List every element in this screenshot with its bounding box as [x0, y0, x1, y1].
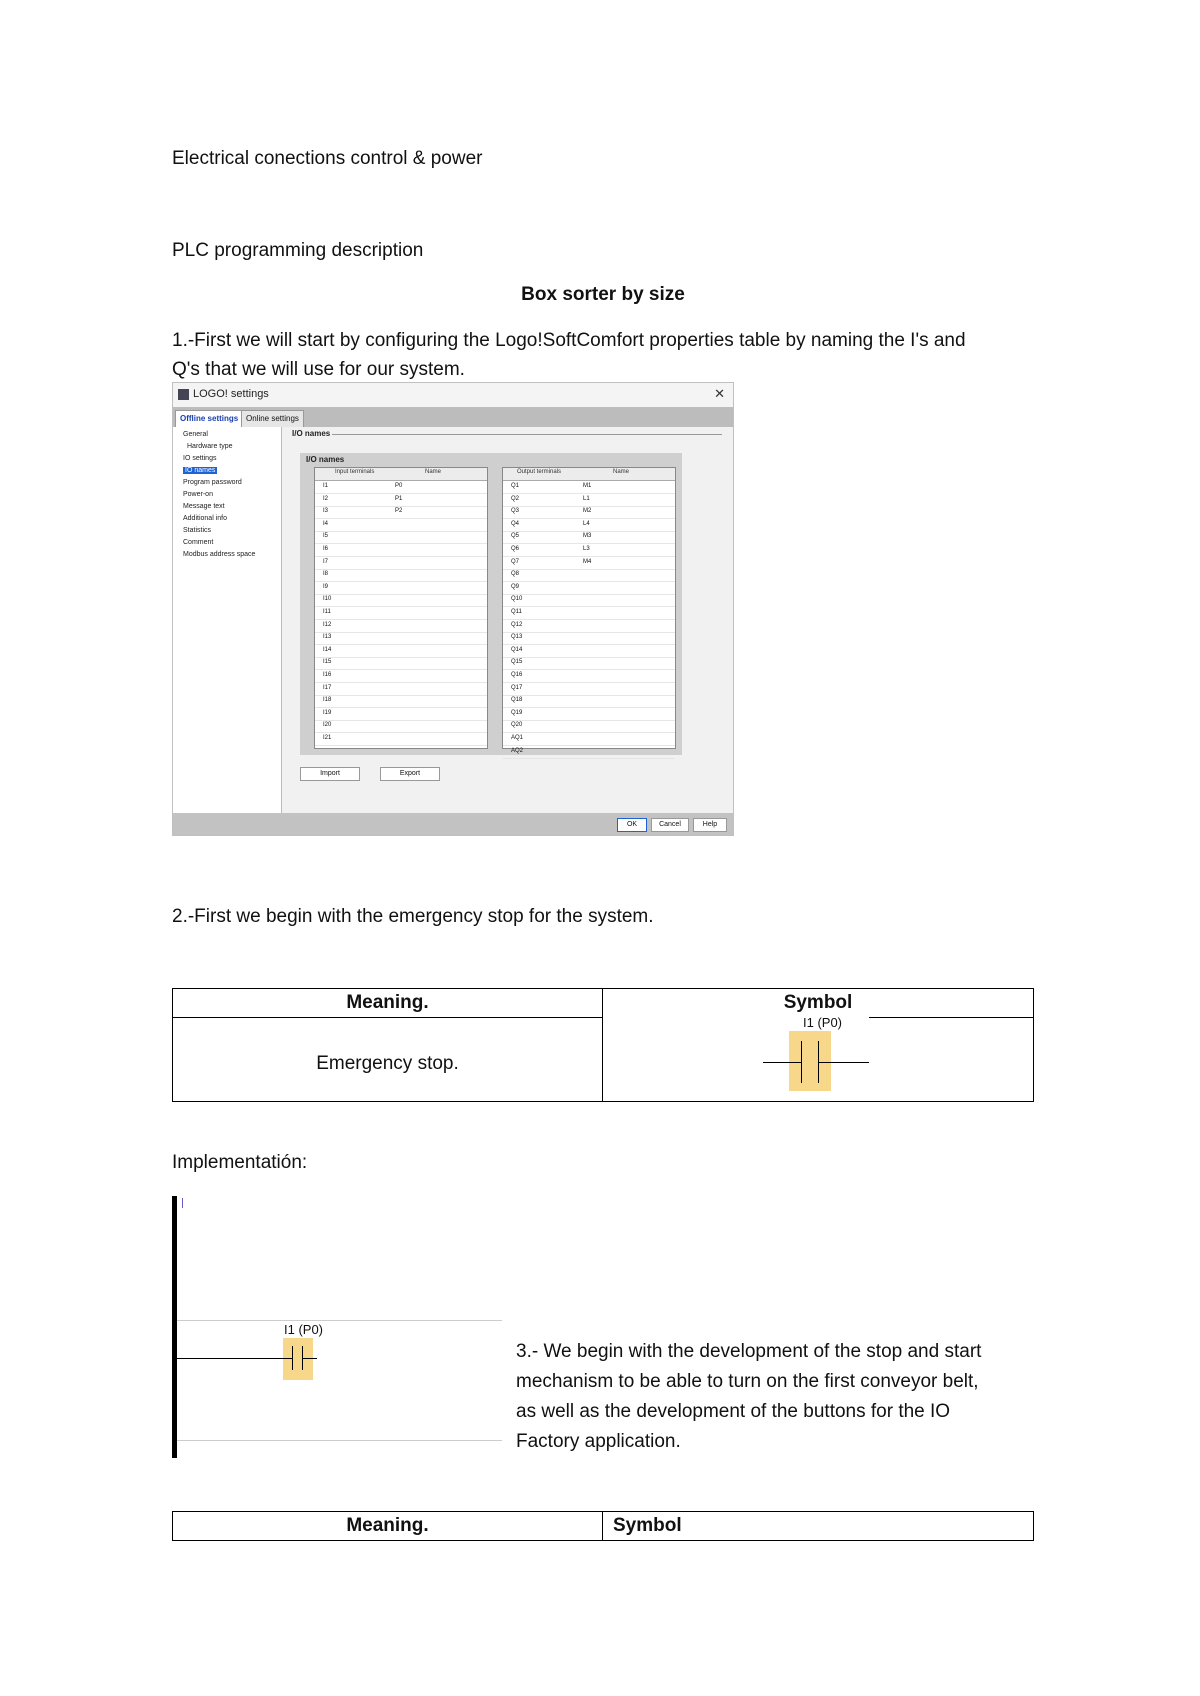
terminal-cell: Q5 [511, 533, 520, 540]
terminal-cell: I10 [323, 596, 332, 603]
table-row [503, 531, 675, 544]
ok-button: OK [617, 818, 647, 832]
table-row [315, 657, 487, 670]
terminal-cell: Q19 [511, 709, 523, 716]
terminal-cell: I7 [323, 558, 329, 565]
table-row [503, 506, 675, 519]
input-names-table [314, 467, 488, 749]
table1-header-meaning: Meaning. [346, 992, 429, 1013]
terminal-cell: I2 [323, 495, 329, 502]
table-row [503, 582, 675, 595]
terminal-cell: Q14 [511, 646, 523, 653]
step3-line4: Factory application. [516, 1431, 681, 1452]
ladder-contact-i1 [177, 1322, 324, 1382]
symbol-table-2 [172, 1511, 1034, 1541]
name-cell: M1 [583, 483, 592, 489]
screenshot-titlebar [173, 383, 733, 407]
terminal-cell: I3 [323, 508, 329, 515]
doc-heading-1: Electrical conections control & power [172, 148, 483, 169]
nav-item: Additional info [183, 515, 227, 522]
table-row [315, 683, 487, 696]
terminal-cell: I6 [323, 546, 329, 552]
table-row [315, 582, 487, 595]
input-col-header: Input terminals [335, 469, 375, 475]
terminal-cell: I14 [323, 646, 332, 653]
terminal-cell: I18 [323, 697, 332, 704]
name-cell: L3 [583, 546, 590, 552]
table-row [503, 481, 675, 494]
nav-item: Modbus address space [183, 551, 256, 558]
name-cell: M3 [583, 533, 592, 540]
nav-item: Statistics [183, 527, 212, 534]
terminal-cell: Q11 [511, 609, 522, 615]
tab-online-settings: Online settings [241, 410, 304, 428]
table1-header-symbol: Symbol [783, 992, 853, 1013]
table-row [503, 645, 675, 658]
terminal-cell: Q7 [511, 558, 520, 565]
nav-item: Hardware type [187, 443, 233, 450]
name-cell: L1 [583, 495, 590, 502]
table-row [503, 695, 675, 708]
terminal-cell: I8 [323, 571, 329, 578]
no-contact-symbol [763, 1015, 873, 1095]
export-button: Export [380, 767, 440, 781]
table2-header-meaning: Meaning. [346, 1515, 429, 1536]
terminal-cell: I4 [323, 520, 329, 527]
table-row [503, 720, 675, 733]
name-cell: P0 [395, 483, 403, 489]
terminal-cell: I9 [323, 583, 329, 590]
table-row [503, 683, 675, 696]
doc-heading-2: PLC programming description [172, 240, 424, 261]
ladder-diagram [172, 1196, 502, 1458]
table1-row-meaning: Emergency stop. [316, 1053, 459, 1074]
terminal-cell: Q6 [511, 546, 520, 552]
terminal-cell: I5 [323, 533, 329, 540]
terminal-cell: I16 [323, 672, 332, 678]
table-row [315, 519, 487, 532]
step1-line1: 1.-First we will start by configuring the Logo!SoftComfort properties table by naming the I's and [172, 330, 966, 351]
terminal-cell: Q4 [511, 520, 520, 527]
step2-text: 2.-First we begin with the emergency stop for the system. [172, 906, 654, 927]
symbol-table-1 [172, 988, 1034, 1102]
table-row [503, 708, 675, 721]
terminal-cell: Q16 [511, 672, 523, 678]
table-row [503, 632, 675, 645]
table-row [503, 557, 675, 570]
help-button: Help [693, 818, 727, 832]
nav-item: IO settings [183, 455, 217, 462]
group-label: I/O names [292, 429, 331, 438]
step3-line3: as well as the development of the buttons for the IO [516, 1401, 951, 1422]
name-cell: P2 [395, 508, 403, 515]
terminal-cell: Q1 [511, 483, 520, 489]
terminal-cell: I11 [323, 609, 331, 615]
table-row [315, 557, 487, 570]
terminal-cell: I19 [323, 709, 332, 716]
table-row [315, 645, 487, 658]
terminal-cell: Q15 [511, 659, 523, 666]
terminal-cell: Q8 [511, 571, 520, 578]
table-row [315, 620, 487, 633]
output-names-table [502, 467, 676, 754]
table-row [503, 670, 675, 683]
table-row [315, 506, 487, 519]
terminal-cell: I20 [323, 722, 332, 729]
table-row [503, 733, 675, 746]
logo-settings-screenshot [172, 382, 734, 836]
table-row [315, 733, 487, 746]
nav-item: General [183, 431, 208, 438]
table-row [315, 607, 487, 620]
terminal-cell: I1 [323, 483, 329, 489]
output-col-header: Output terminals [517, 469, 562, 475]
name-cell: L4 [583, 520, 590, 527]
table-row [315, 594, 487, 607]
table2-header-symbol: Symbol [613, 1515, 682, 1536]
terminal-cell: Q2 [511, 495, 520, 502]
table-row [315, 531, 487, 544]
ladder-contact-label: I1 (P0) [284, 1322, 324, 1337]
table-row [315, 569, 487, 582]
screenshot-footer [173, 813, 733, 835]
terminal-cell: I17 [323, 684, 332, 691]
screenshot-tabs [173, 407, 733, 427]
nav-item: Program password [183, 479, 242, 486]
terminal-cell: Q12 [511, 621, 523, 628]
terminal-cell: I21 [323, 735, 332, 741]
name-col-header: Name [425, 469, 442, 475]
screenshot-main [282, 427, 733, 813]
table-row [503, 620, 675, 633]
nav-item: Message text [183, 503, 225, 510]
table-row [315, 544, 487, 557]
screenshot-window-title: LOGO! settings [193, 388, 269, 400]
name-cell: M2 [583, 508, 592, 515]
name-col-header: Name [613, 469, 630, 475]
import-button: Import [300, 767, 360, 781]
table-row [315, 720, 487, 733]
nav-item: Power-on [183, 491, 213, 498]
table-row [503, 746, 675, 759]
contact-label: I1 (P0) [803, 1015, 843, 1030]
terminal-cell: Q18 [511, 697, 523, 704]
name-cell: M4 [583, 558, 592, 565]
table-row [315, 695, 487, 708]
table-row [503, 569, 675, 582]
table-row [315, 494, 487, 507]
table-row [503, 544, 675, 557]
logo-icon [178, 389, 189, 400]
terminal-cell: I13 [323, 634, 332, 641]
terminal-cell: AQ1 [511, 735, 524, 741]
table-row [315, 481, 487, 494]
table-row [315, 670, 487, 683]
sub-label: I/O names [306, 455, 345, 464]
table-row [503, 519, 675, 532]
terminal-cell: Q3 [511, 508, 520, 515]
table-row [503, 657, 675, 670]
terminal-cell: Q9 [511, 583, 520, 590]
terminal-cell: I15 [323, 659, 332, 666]
cancel-button: Cancel [651, 818, 689, 832]
implementation-label: Implementatión: [172, 1152, 308, 1173]
doc-title: Box sorter by size [521, 284, 685, 305]
terminal-cell: Q20 [511, 722, 523, 729]
tab-offline-settings: Offline settings [175, 410, 243, 429]
terminal-cell: Q13 [511, 634, 523, 641]
terminal-cell: AQ2 [511, 747, 524, 754]
nav-item: Comment [183, 539, 214, 546]
nav-item-selected: IO names [185, 467, 216, 474]
table-row [503, 607, 675, 620]
step3-line2: mechanism to be able to turn on the first conveyor belt, [516, 1371, 979, 1392]
terminal-cell: Q10 [511, 596, 523, 603]
step3-line1: 3.- We begin with the development of the stop and start [516, 1341, 982, 1362]
step1-line2: Q's that we will use for our system. [172, 359, 465, 380]
table-row [315, 632, 487, 645]
table-row [315, 708, 487, 721]
terminal-cell: I12 [323, 621, 332, 628]
table-row [503, 594, 675, 607]
name-cell: P1 [395, 495, 403, 502]
close-icon: ✕ [714, 386, 725, 401]
screenshot-nav [173, 427, 282, 813]
io-names-panel [300, 453, 682, 755]
table-row [503, 494, 675, 507]
terminal-cell: Q17 [511, 684, 523, 691]
